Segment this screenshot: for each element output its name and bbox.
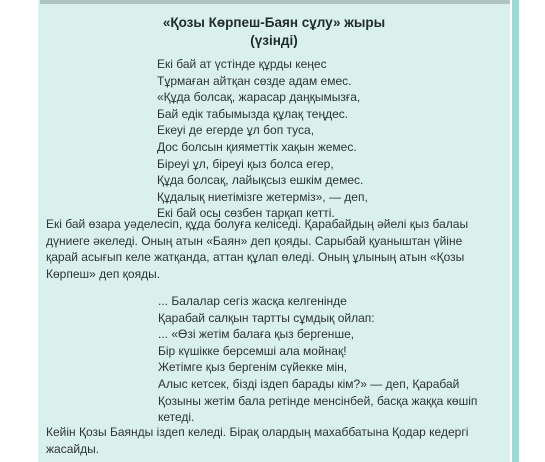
poem-line: Екі бай осы сөзбен тарқап кетті.	[157, 206, 335, 221]
poem-line: Екі бай ат үстінде құрды кеңес	[157, 57, 327, 71]
poem-line: Қозыны жетім бала ретінде менсінбей, басқа жаққа көшіп	[158, 393, 478, 408]
page-edge-bar	[512, 0, 519, 462]
prose-line: Көрпеш» деп қояды.	[46, 266, 161, 281]
poem-line: Дос болсын қияметтік хақын жемес.	[157, 139, 357, 154]
prose-line: Екі бай өзара уәделесіп, құда болуға келіседі. Қарабайдың әйелі қыз балаы	[46, 217, 469, 231]
poem-line: Қарабай салқын тартты сұмдық ойлап:	[158, 310, 375, 325]
poem-line: Жетімге қыз бергенім сүйекке мін,	[158, 360, 348, 375]
poem-line: Біреуі ұл, біреуі қыз болса егер,	[157, 156, 334, 171]
poem-title: «Қозы Көрпеш-Баян сұлу» жыры	[162, 15, 386, 30]
prose-paragraph-2	[46, 424, 508, 457]
poem-line: Тұрмаған айтқан сөзде адам емес.	[157, 73, 352, 88]
poem-line: Бай едік табымызда құлақ теңдес.	[157, 106, 349, 121]
poem-line: Құда болсақ, лайықсыз ешкім демес.	[157, 173, 364, 188]
poem-line: Бір күшікке берсемші ала мойнақ!	[158, 343, 347, 358]
poem-line: ... «Өзі жетім балаға қыз бергенше,	[158, 327, 355, 342]
prose-line: дүниеге әкеледі. Оның атын «Баян» деп қояды. Сарыбай қуаныштан үйіне	[46, 233, 463, 248]
cropped-previous-text	[40, 0, 510, 4]
poem-line: кетеді.	[158, 410, 195, 425]
prose-paragraph-1	[46, 216, 508, 282]
poem-subtitle: (үзінді)	[250, 33, 298, 48]
poem-excerpt-2	[158, 293, 477, 426]
poem-excerpt-1	[157, 56, 368, 222]
poem-line: ... Балалар сегіз жасқа келгенінде	[158, 294, 347, 308]
poem-line: Құдалық ниетімізге жетерміз», — деп,	[157, 189, 368, 204]
prose-line: Кейін Қозы Баянды іздеп келеді. Бірақ олардың махаббатына Қодар кедергі	[46, 425, 469, 439]
prose-line: қарай асығып келе жатқанда, аттан құлап өледі. Оның ұлының атын «Қозы	[46, 250, 465, 265]
poem-line: Алыс кетсек, бізді іздеп барады кім?» — деп, Қарабай	[158, 376, 460, 391]
prose-line: жасайды.	[46, 441, 100, 456]
poem-line: Екеуі де егерде ұл боп туса,	[157, 123, 315, 138]
poem-line: «Құда болсақ, жарасар даңқымызға,	[157, 90, 361, 105]
